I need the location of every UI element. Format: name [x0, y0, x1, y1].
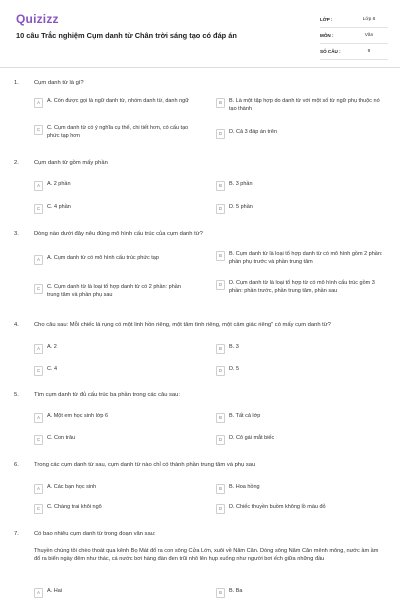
option-letter-badge: D — [216, 280, 225, 290]
option-letter-badge: A — [34, 484, 43, 494]
meta-subject-label: MÔN : — [320, 33, 334, 38]
option-letter-badge: A — [34, 413, 43, 423]
option-c[interactable] — [34, 366, 194, 376]
meta-count-value: 9 — [367, 49, 371, 54]
option-c[interactable] — [34, 204, 194, 214]
question-number: 1. — [14, 80, 19, 86]
option-letter-badge: C — [34, 204, 43, 214]
question-number: 6. — [14, 462, 19, 468]
option-c[interactable] — [34, 435, 194, 445]
question-text: Có bao nhiêu cụm danh từ trong đoạn văn sau: — [34, 531, 156, 537]
option-text: A. Một em học sinh lớp 6 — [47, 413, 109, 419]
option-text: D. 5 phần — [229, 204, 253, 210]
option-a[interactable] — [34, 98, 194, 108]
option-text: B. Ba — [229, 588, 243, 594]
option-letter-badge: A — [34, 588, 43, 598]
option-text: C. 4 — [47, 366, 58, 372]
option-b[interactable] — [216, 98, 386, 113]
meta-grade-row — [320, 12, 388, 28]
option-d[interactable] — [216, 204, 386, 214]
meta-grade-value: Lớp 6 — [362, 17, 376, 22]
option-letter-badge: B — [216, 181, 225, 191]
option-letter-badge: D — [216, 504, 225, 514]
option-a[interactable] — [34, 413, 194, 423]
option-b[interactable] — [216, 181, 386, 191]
meta-count-row — [320, 44, 388, 60]
option-a[interactable] — [34, 181, 194, 191]
option-d[interactable] — [216, 280, 386, 295]
option-text: D. Cả 3 đáp án trên — [229, 129, 278, 135]
option-text: C. Cụm danh từ có ý nghĩa cụ thể, chi tiết hơn, có cấu tạo phức tạp hơn — [47, 125, 189, 139]
option-text: A. 2 phần — [47, 181, 71, 187]
option-a[interactable] — [34, 588, 194, 598]
option-d[interactable] — [216, 504, 386, 514]
option-text: B. Là một tập hợp do danh từ với một số từ ngữ phụ thuộc nó tạo thành — [229, 98, 380, 112]
option-b[interactable] — [216, 251, 386, 266]
question-text: Dòng nào dưới đây nêu đúng mô hình cấu trúc của cụm danh từ? — [34, 231, 203, 237]
option-letter-badge: B — [216, 344, 225, 354]
option-letter-badge: D — [216, 366, 225, 376]
question-number: 2. — [14, 160, 19, 166]
option-letter-badge: B — [216, 588, 225, 598]
option-letter-badge: D — [216, 204, 225, 214]
header-divider — [0, 67, 400, 68]
option-b[interactable] — [216, 413, 386, 423]
option-text: A. 2 — [47, 344, 57, 350]
question-text: Tìm cụm danh từ đủ cấu trúc ba phần trong các câu sau: — [34, 392, 180, 398]
option-c[interactable] — [34, 504, 194, 514]
meta-subject-value: Văn — [364, 33, 374, 38]
option-letter-badge: D — [216, 129, 225, 139]
option-text: C. 4 phần — [47, 204, 71, 210]
option-letter-badge: C — [34, 504, 43, 514]
option-text: A. Còn được gọi là ngữ danh từ, nhóm danh từ, danh ngữ — [47, 98, 189, 104]
option-letter-badge: C — [34, 284, 43, 294]
option-text: C. Con trâu — [47, 435, 76, 441]
option-letter-badge: C — [34, 125, 43, 135]
question-number: 5. — [14, 392, 19, 398]
option-letter-badge: D — [216, 435, 225, 445]
option-text: D. Cụm danh từ là loại tổ hợp từ có mô hình cấu trúc gồm 3 phần: phần trước, phần trung tâm, phần sau — [229, 280, 375, 294]
question-passage: Thuyền chúng tôi chèo thoát qua kênh Bọ Mát đổ ra con sông Cửa Lớn, xuôi về Năm Căn. Dòng sông Năm Căn mênh mông, nước ầm ầm đổ ra biển ngày đêm như thác, cá nước bơi hàng đàn đen trũi nhô lên hụp xuống như người bơi ếch giữa những đầu — [34, 548, 379, 563]
option-b[interactable] — [216, 344, 386, 354]
option-text: C. Chàng trai khôi ngô — [47, 504, 102, 510]
option-letter-badge: B — [216, 413, 225, 423]
option-letter-badge: C — [34, 366, 43, 376]
question-text: Trong các cụm danh từ sau, cụm danh từ nào chỉ có thành phần trung tâm và phụ sau — [34, 462, 256, 468]
option-b[interactable] — [216, 588, 386, 598]
option-text: A. Các bạn học sinh — [47, 484, 97, 490]
worksheet-meta — [320, 12, 388, 60]
option-text: B. Tất cả lớp — [229, 413, 261, 419]
option-letter-badge: B — [216, 251, 225, 261]
option-letter-badge: C — [34, 435, 43, 445]
option-a[interactable] — [34, 255, 194, 265]
option-c[interactable] — [34, 284, 194, 299]
option-text: D. Chiếc thuyền buồm không lồ màu đỏ — [229, 504, 326, 510]
option-letter-badge: B — [216, 484, 225, 494]
option-b[interactable] — [216, 484, 386, 494]
option-d[interactable] — [216, 129, 386, 139]
question-text: Cụm danh từ là gì? — [34, 80, 84, 86]
option-text: A. Cụm danh từ có mô hình cấu trúc phức tạp — [47, 255, 159, 261]
option-a[interactable] — [34, 484, 194, 494]
question-number: 4. — [14, 322, 19, 328]
option-text: B. 3 — [229, 344, 239, 350]
option-a[interactable] — [34, 344, 194, 354]
option-text: A. Hai — [47, 588, 62, 594]
option-text: B. Cụm danh từ là loại tổ hợp danh từ có mô hình gồm 2 phần: phần phụ trước và phần trung tâm — [229, 251, 383, 265]
option-letter-badge: A — [34, 98, 43, 108]
option-d[interactable] — [216, 366, 386, 376]
option-text: B. Hoa hồng — [229, 484, 260, 490]
meta-grade-label: LỚP : — [320, 17, 333, 22]
option-c[interactable] — [34, 125, 194, 140]
option-letter-badge: A — [34, 255, 43, 265]
option-text: D. 5 — [229, 366, 240, 372]
option-letter-badge: A — [34, 181, 43, 191]
worksheet-header — [0, 0, 400, 68]
question-text: Cụm danh từ gồm mấy phần — [34, 160, 108, 166]
option-text: B. 3 phần — [229, 181, 253, 187]
question-number: 3. — [14, 231, 19, 237]
option-text: D. Cô gái mắt biếc — [229, 435, 275, 441]
question-number: 7. — [14, 531, 19, 537]
question-text: Cho câu sau: Mỗi chiếc lá rụng có một linh hồn riêng, một tâm tình riêng, một cảm giác riêng" có mấy cụm danh từ? — [34, 322, 331, 328]
meta-count-label: SỐ CÂU : — [320, 49, 341, 54]
option-text: C. Cụm danh từ là loại tổ hợp danh từ có 2 phần: phần trung tâm và phần phụ sau — [47, 284, 181, 298]
meta-subject-row — [320, 28, 388, 44]
worksheet-title: 10 câu Trắc nghiệm Cụm danh từ Chân trời sáng tạo có đáp án — [16, 31, 237, 40]
option-letter-badge: A — [34, 344, 43, 354]
option-d[interactable] — [216, 435, 386, 445]
option-letter-badge: B — [216, 98, 225, 108]
quizizz-logo: Quizizz — [16, 12, 59, 26]
